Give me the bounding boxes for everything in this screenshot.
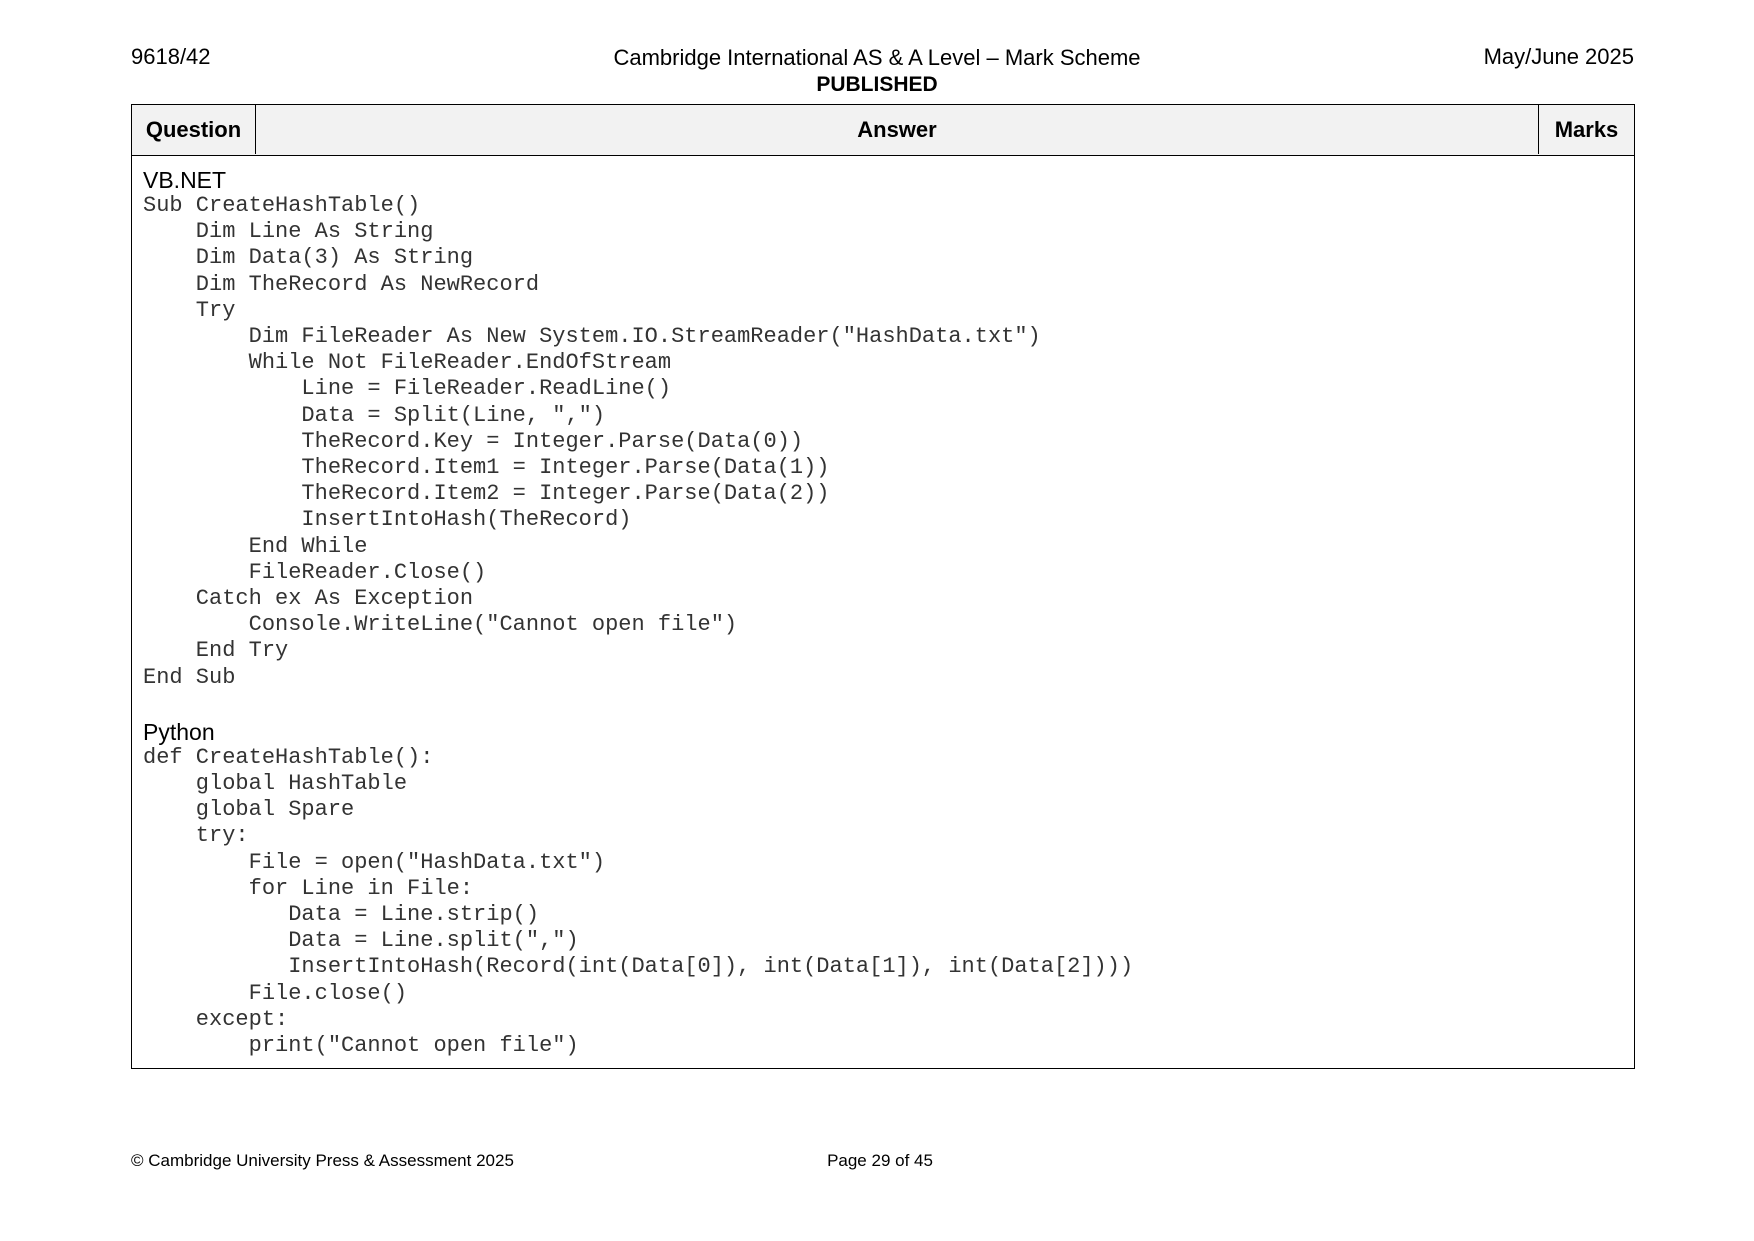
code-block-vbnet: Sub CreateHashTable() Dim Line As String Dim Data(3) As String Dim TheRecord As NewRecord Try Dim FileReader As New System.IO.StreamReader("HashData.txt") While Not FileReader.EndOfStream Line = FileReader.ReadLine() Data = Split(Line, ",") TheRecord.Key = Integer.Parse(Data(0)) TheRecord.Item1 = Integer.Parse(Data(1)) TheRecord.Item2 = Integer.Parse(Data(2)) InsertIntoHash(TheRecord) End While FileReader.Close() Catch ex As Exception Console.WriteLine("Cannot open file") End Try End Sub (143, 193, 1041, 690)
code-block-python: def CreateHashTable(): global HashTable global Spare try: File = open("HashData.txt") for Line in File: Data = Line.strip() Data = Line.split(",") InsertIntoHash(Record(int(Data[0]), int(Data[1]), int(Data[2]))) File.close() except: print("Cannot open file") (143, 744, 1134, 1059)
published-label: PUBLISHED (816, 73, 938, 96)
language-heading-vbnet: VB.NET (143, 167, 227, 193)
column-header-marks: Marks (1538, 105, 1634, 154)
column-header-answer: Answer (857, 117, 937, 142)
column-header-question: Question (132, 105, 256, 154)
mark-scheme-table (131, 104, 1635, 1069)
document-title: Cambridge International AS & A Level – Mark Scheme (613, 45, 1141, 70)
language-heading-python: Python (143, 718, 215, 745)
paper-code: 9618/42 (131, 44, 211, 69)
table-header-row (132, 105, 1634, 156)
section-spacer (143, 691, 1624, 719)
copyright-notice: © Cambridge University Press & Assessment 2025 (131, 1151, 514, 1170)
exam-session: May/June 2025 (1483, 44, 1634, 69)
answer-cell (143, 167, 1624, 1059)
page-number: Page 29 of 45 (827, 1151, 933, 1170)
document-header (477, 44, 1277, 98)
